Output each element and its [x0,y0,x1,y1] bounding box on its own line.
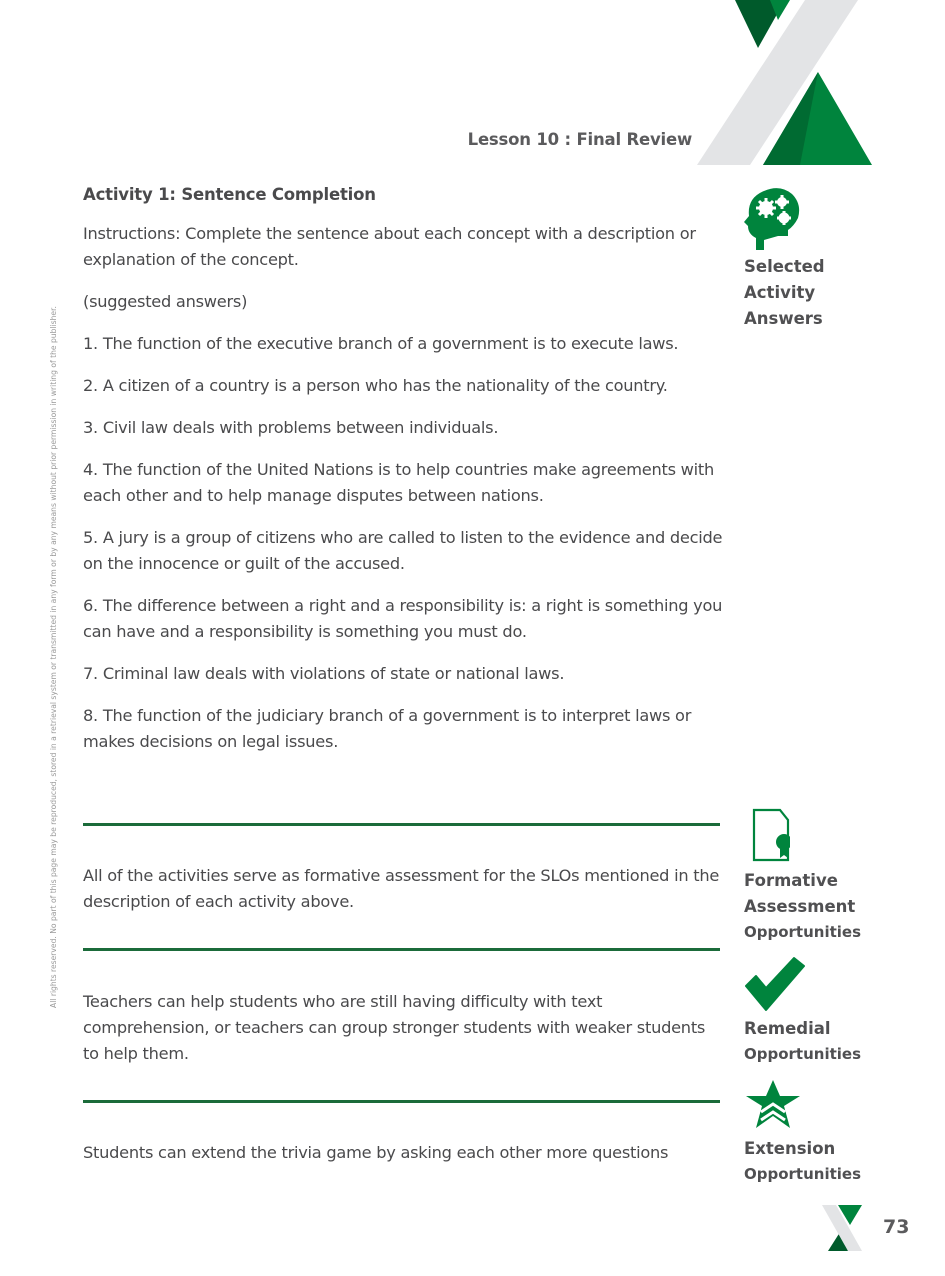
head-gears-icon [744,186,802,250]
sidebar-extension [744,1078,884,1187]
sidebar-label: Formative [744,871,838,890]
page-number: 73 [883,1216,910,1238]
answer-item: 5. A jury is a group of citizens who are called to listen to the evidence and decide on the innocence or guilt of the accused. [83,528,723,573]
answer-item: 4. The function of the United Nations is to help countries make agreements with each other and to help manage disputes between nations. [83,460,714,505]
answer-item: 3. Civil law deals with problems between individuals. [83,418,499,437]
section-divider [83,823,720,826]
activity-section [83,185,723,771]
answer-item: 7. Criminal law deals with violations of state or national laws. [83,664,565,683]
sidebar-label: Answers [744,309,823,328]
checkmark-icon [744,956,806,1012]
sidebar-formative [744,808,884,945]
answer-item: 6. The difference between a right and a responsibility is: a right is something you can have and a responsibility is something you must do. [83,596,723,641]
sidebar-remedial [744,956,884,1067]
answer-item: 8. The function of the judiciary branch of a government is to interpret laws or makes decisions on legal issues. [83,706,692,751]
section-divider [83,1100,720,1103]
section-divider [83,948,720,951]
copyright-notice: All rights reserved. No part of this page may be reproduced, stored in a retrieval system or transmitted in any form or by any means without prior permission in writing of the publisher. [49,306,58,1008]
answer-item: 2. A citizen of a country is a person who has the nationality of the country. [83,376,668,395]
sidebar-label: Opportunities [744,923,862,941]
footer-x-logo [820,1205,864,1251]
answer-item: 1. The function of the executive branch of a government is to execute laws. [83,334,679,353]
sidebar-selected-activity [744,186,884,332]
sidebar-label: Activity [744,283,816,302]
sidebar-label: Opportunities [744,1165,862,1183]
sidebar-label: Remedial [744,1019,831,1038]
lesson-title: Lesson 10 : Final Review [467,130,692,149]
activity-title: Activity 1: Sentence Completion [83,185,376,204]
sidebar-label: Extension [744,1139,836,1158]
extension-text: Students can extend the trivia game by asking each other more questions [83,1143,669,1162]
sidebar-label: Assessment [744,897,856,916]
certificate-document-icon [744,808,790,864]
sidebar-label: Selected [744,257,825,276]
formative-assessment-text: All of the activities serve as formative assessment for the SLOs mentioned in the description of each activity above. [83,866,720,911]
sidebar-label: Opportunities [744,1045,862,1063]
remedial-text: Teachers can help students who are still having difficulty with text comprehension, or teachers can group stronger students with weaker students to help them. [83,992,706,1063]
star-chevron-icon [744,1078,802,1132]
corner-x-logo [690,0,890,170]
instructions: Instructions: Complete the sentence about each concept with a description or explanation of the concept. [83,224,696,269]
suggested-answers-note: (suggested answers) [83,292,248,311]
